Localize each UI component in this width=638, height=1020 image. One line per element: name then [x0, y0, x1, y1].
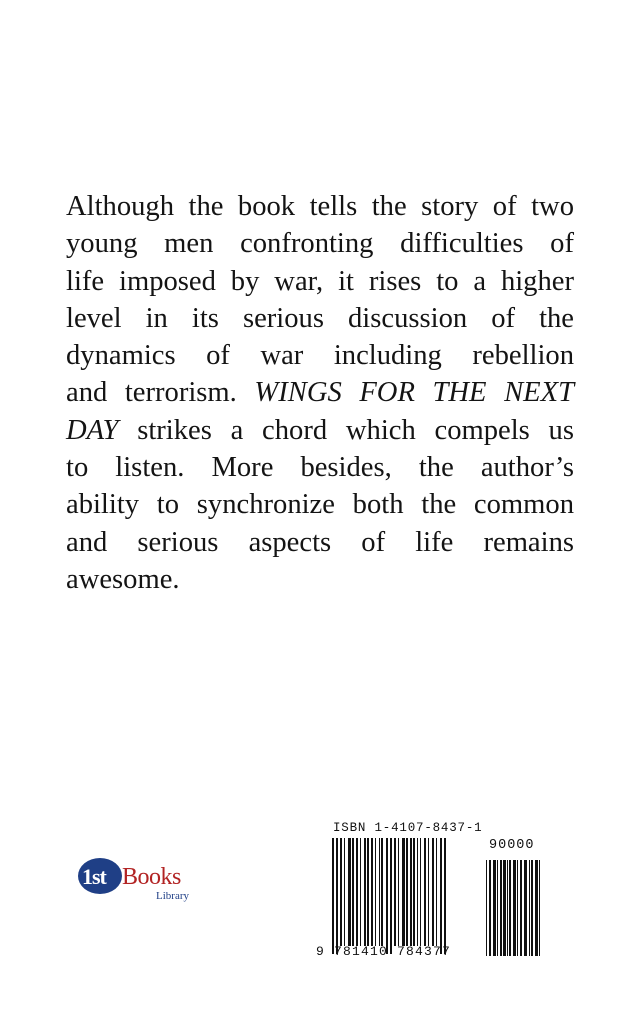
addon-bar [507, 860, 508, 956]
addon-bar [531, 860, 533, 956]
barcode [300, 832, 560, 982]
logo-number: 1st [82, 864, 106, 889]
blurb-line: ability to synchronize both the common [66, 489, 574, 521]
barcode-bar [406, 838, 408, 946]
barcode-guard [336, 838, 338, 954]
blurb-text: strikes a chord which compels us [137, 414, 574, 446]
addon-bar [517, 860, 518, 956]
ean-digits: 9 781410 784377 [316, 944, 452, 959]
barcode-bar [381, 838, 383, 946]
addon-bar [500, 860, 502, 956]
blurb-line-mixed [66, 374, 574, 411]
book-title-italic: DAY [66, 414, 119, 446]
logo-word: Books [122, 864, 181, 890]
price-addon: 90000 [489, 838, 535, 853]
blurb-line: and serious aspects of life remains [66, 526, 574, 558]
publisher-logo [78, 852, 198, 902]
barcode-bar [379, 838, 380, 946]
barcode-bar [410, 838, 412, 946]
addon-bar [509, 860, 511, 956]
barcode-guard [444, 838, 446, 954]
barcode-bar [352, 838, 354, 946]
barcode-bar [394, 838, 396, 946]
blurb-line: level in its serious discussion of the [66, 302, 574, 334]
addon-bar [529, 860, 530, 956]
barcode-bar [356, 838, 358, 946]
addon-bar [503, 860, 506, 956]
barcode-bar [398, 838, 399, 946]
barcode-bar [424, 838, 426, 946]
addon-bar [535, 860, 538, 956]
barcode-bar [432, 838, 434, 946]
barcode-guard [332, 838, 334, 954]
blurb-line: to listen. More besides, the author’s [66, 452, 574, 484]
barcode-bar [413, 838, 415, 946]
addon-bar [493, 860, 496, 956]
barcode-bar [364, 838, 366, 946]
logo-subtitle: Library [156, 890, 189, 902]
addon-bar [520, 860, 522, 956]
barcode-bar [402, 838, 405, 946]
barcode-bar [375, 838, 376, 946]
blurb-line: awesome. [66, 563, 180, 595]
addon-bar [539, 860, 540, 956]
barcode-bar [436, 838, 437, 946]
blurb-line: life imposed by war, it rises to a higher [66, 265, 574, 297]
barcode-bar [428, 838, 429, 946]
blurb-line: Although the book tells the story of two [66, 191, 574, 222]
barcode-guard [390, 838, 392, 954]
addon-bar [486, 860, 487, 956]
barcode-bar [344, 838, 345, 946]
barcode-bar [371, 838, 373, 946]
barcode-bar [340, 838, 342, 946]
addon-bar [524, 860, 527, 956]
barcode-bar [420, 838, 421, 946]
barcode-bar [367, 838, 369, 946]
addon-bar [489, 860, 491, 956]
barcode-guard [440, 838, 442, 954]
isbn-label: ISBN 1-4107-8437-1 [333, 821, 483, 835]
blurb-text: and terrorism. [66, 377, 237, 409]
book-title-italic: WINGS FOR THE NEXT [254, 377, 574, 409]
barcode-guard [386, 838, 388, 954]
blurb-line-mixed [66, 412, 574, 449]
barcode-bar [417, 838, 418, 946]
barcode-bar [348, 838, 351, 946]
barcode-bar [360, 838, 361, 946]
addon-bar [497, 860, 498, 956]
blurb-line: dynamics of war including rebellion [66, 340, 574, 372]
addon-bar [513, 860, 516, 956]
back-cover-blurb [66, 188, 574, 598]
blurb-line: young men confronting difficulties of [66, 228, 574, 260]
